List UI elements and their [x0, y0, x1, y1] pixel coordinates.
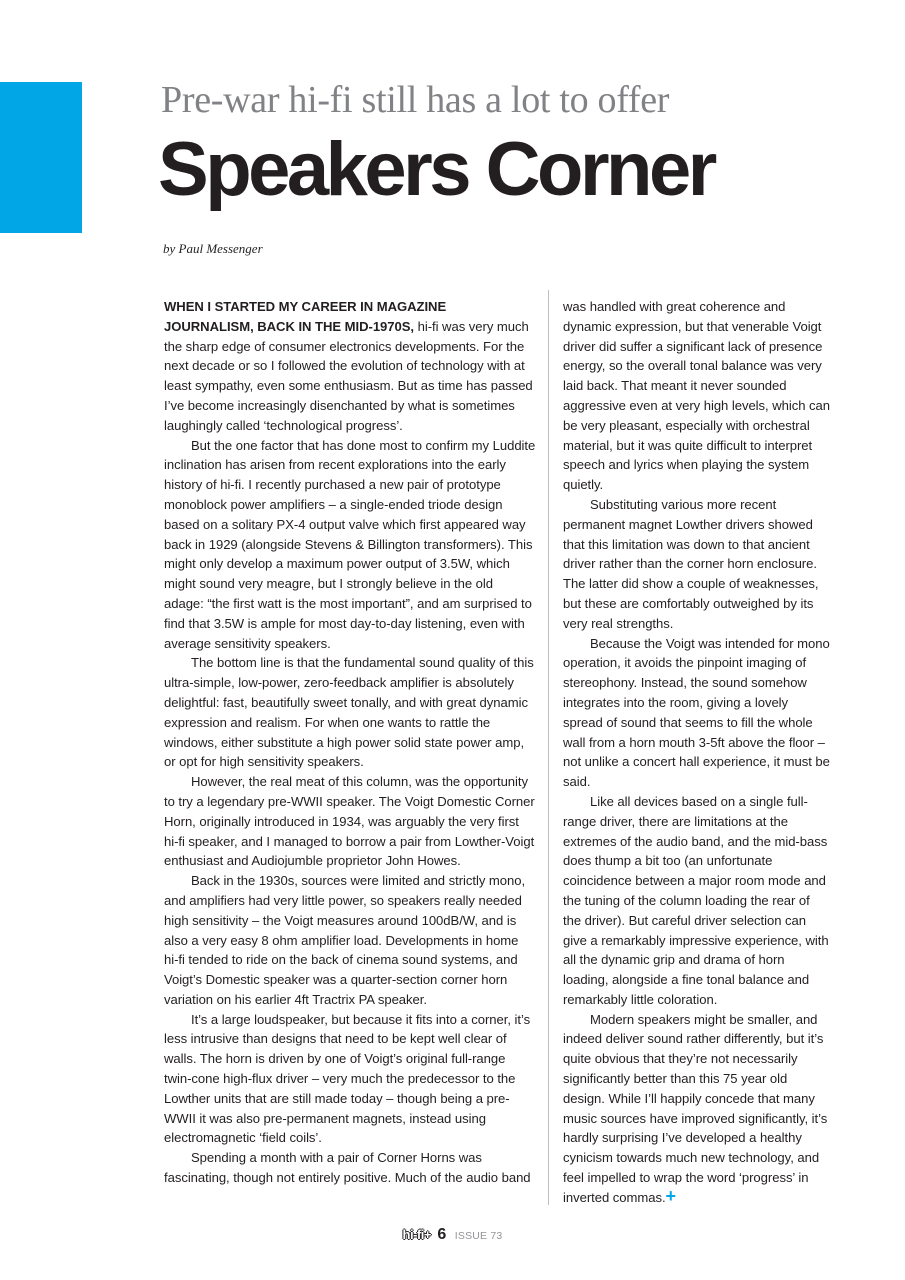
- article-column-right: [563, 297, 831, 1208]
- paragraph: The bottom line is that the fundamental sound quality of this ultra-simple, low-power, zero-feedback amplifier is absolutely delightful: fast, beautifully sweet tonally, and with great dynamic expression and realism. For when one wants to rattle the windows, either substitute a high power solid state power amp, or opt for high sensitivity speakers.: [164, 655, 534, 770]
- paragraph-text: Spending a month with a pair of Corner Horns was fascinating, though not entirely positive. Much of the audio band: [164, 1150, 531, 1186]
- page-number: 6: [437, 1226, 447, 1243]
- page-footer: [0, 1226, 905, 1244]
- paragraph: Like all devices based on a single full-range driver, there are limitations at the extremes of the audio band, and the mid-bass does thump a bit too (an unfortunate coincidence between a major room mode and the tuning of the column loading the rear of the driver). But careful driver selection can give a remarkably impressive experience, with all the dynamic grip and drama of horn loading, alongside a fine tonal balance and remarkably little coloration.: [563, 793, 829, 1007]
- paragraph: Because the Voigt was intended for mono operation, it avoids the pinpoint imaging of stereophony. Instead, the sound somehow integrates into the room, giving a lovely spread of sound that seems to fill the whole wall from a horn mouth 3-5ft above the floor – not unlike a concert hall experience, it must be said.: [563, 635, 830, 790]
- paragraph: But the one factor that has done most to confirm my Luddite inclination has arisen from recent explorations into the early history of hi-fi. I recently purchased a new pair of prototype monoblock power amplifiers – a single-ended triode design based on a solitary PX-4 output valve which first appeared way back in 1929 (alongside Stevens & Billington transformers). This might only develop a maximum power output of 3.5W, which might sound very meagre, but I strongly believe in the old adage: “the first watt is the most important”, and am surprised to find that 3.5W is ample for most day-to-day listening, even with average sensitivity speakers.: [164, 437, 536, 651]
- paragraph-continues: [164, 1148, 536, 1188]
- article-kicker: Pre-war hi-fi still has a lot to offer: [161, 79, 670, 121]
- paragraph: [563, 1010, 831, 1208]
- magazine-logo: hi-fi+: [402, 1227, 431, 1242]
- paragraph: [164, 297, 536, 436]
- paragraph-text: Modern speakers might be smaller, and indeed deliver sound rather differently, but it’s quite obvious that they’re not necessarily significantly better than this 75 year old design. While I’ll happily concede that many music sources have improved significantly, it’s hardly surprising I’ve developed a healthy cynicism towards much new technology, and feel impelled to wrap the word ‘progress’ in inverted commas.: [563, 1011, 828, 1205]
- paragraph-text: hi-fi was very much the sharp edge of consumer electronics developments. For the next decade or so I followed the evolution of technology with at least sympathy, even some enthusiasm. But as time has passed I’ve become increasingly disenchanted by what is sometimes laughingly called ‘technological progress’.: [164, 318, 533, 433]
- lead-in: WHEN I STARTED MY CAREER IN MAGAZINE JOURNALISM, BACK IN THE MID-1970S,: [164, 299, 447, 334]
- article-column-left: [164, 297, 536, 1188]
- paragraph: However, the real meat of this column, was the opportunity to try a legendary pre-WWII speaker. The Voigt Domestic Corner Horn, originally introduced in 1934, was arguably the very first hi-fi speaker, and I managed to borrow a pair from Lowther-Voigt enthusiast and Audiojumble proprietor John Howes.: [164, 774, 535, 869]
- paragraph-continued: was handled with great coherence and dynamic expression, but that venerable Voigt driver did suffer a significant lack of presence energy, so the overall tonal balance was very laid back. That meant it never sounded aggressive even at very high levels, which can be very pleasant, especially with orchestral material, but it was quite difficult to interpret speech and lyrics when playing the system quietly.: [563, 299, 830, 493]
- paragraph: It’s a large loudspeaker, but because it fits into a corner, it’s less intrusive than designs that need to be kept well clear of walls. The horn is driven by one of Voigt’s original full-range twin-cone high-flux driver – very much the predecessor to the Lowther units that are still made today – though being a pre-WWII it was also pre-permanent magnets, instead using electromagnetic ‘field coils’.: [164, 1011, 531, 1146]
- accent-tab: [0, 82, 82, 233]
- paragraph: Substituting various more recent permanent magnet Lowther drivers showed that this limitation was down to that ancient driver rather than the corner horn enclosure. The latter did show a couple of weaknesses, but these are comfortably outweighed by its very real strengths.: [563, 496, 819, 631]
- article-byline: by Paul Messenger: [163, 241, 263, 256]
- end-mark-icon: +: [665, 1185, 676, 1206]
- paragraph: Back in the 1930s, sources were limited and strictly mono, and amplifiers had very little power, so speakers really needed high sensitivity – the Voigt measures around 100dB/W, and is also a very easy 8 ohm amplifier load. Developments in home hi-fi tended to ride on the back of cinema sound systems, and Voigt’s Domestic speaker was a quarter-section corner horn variation on his earlier 4ft Tractrix PA speaker.: [164, 873, 526, 1007]
- issue-label: ISSUE 73: [454, 1230, 503, 1242]
- column-divider: [548, 290, 549, 1205]
- article-title: Speakers Corner: [158, 127, 714, 212]
